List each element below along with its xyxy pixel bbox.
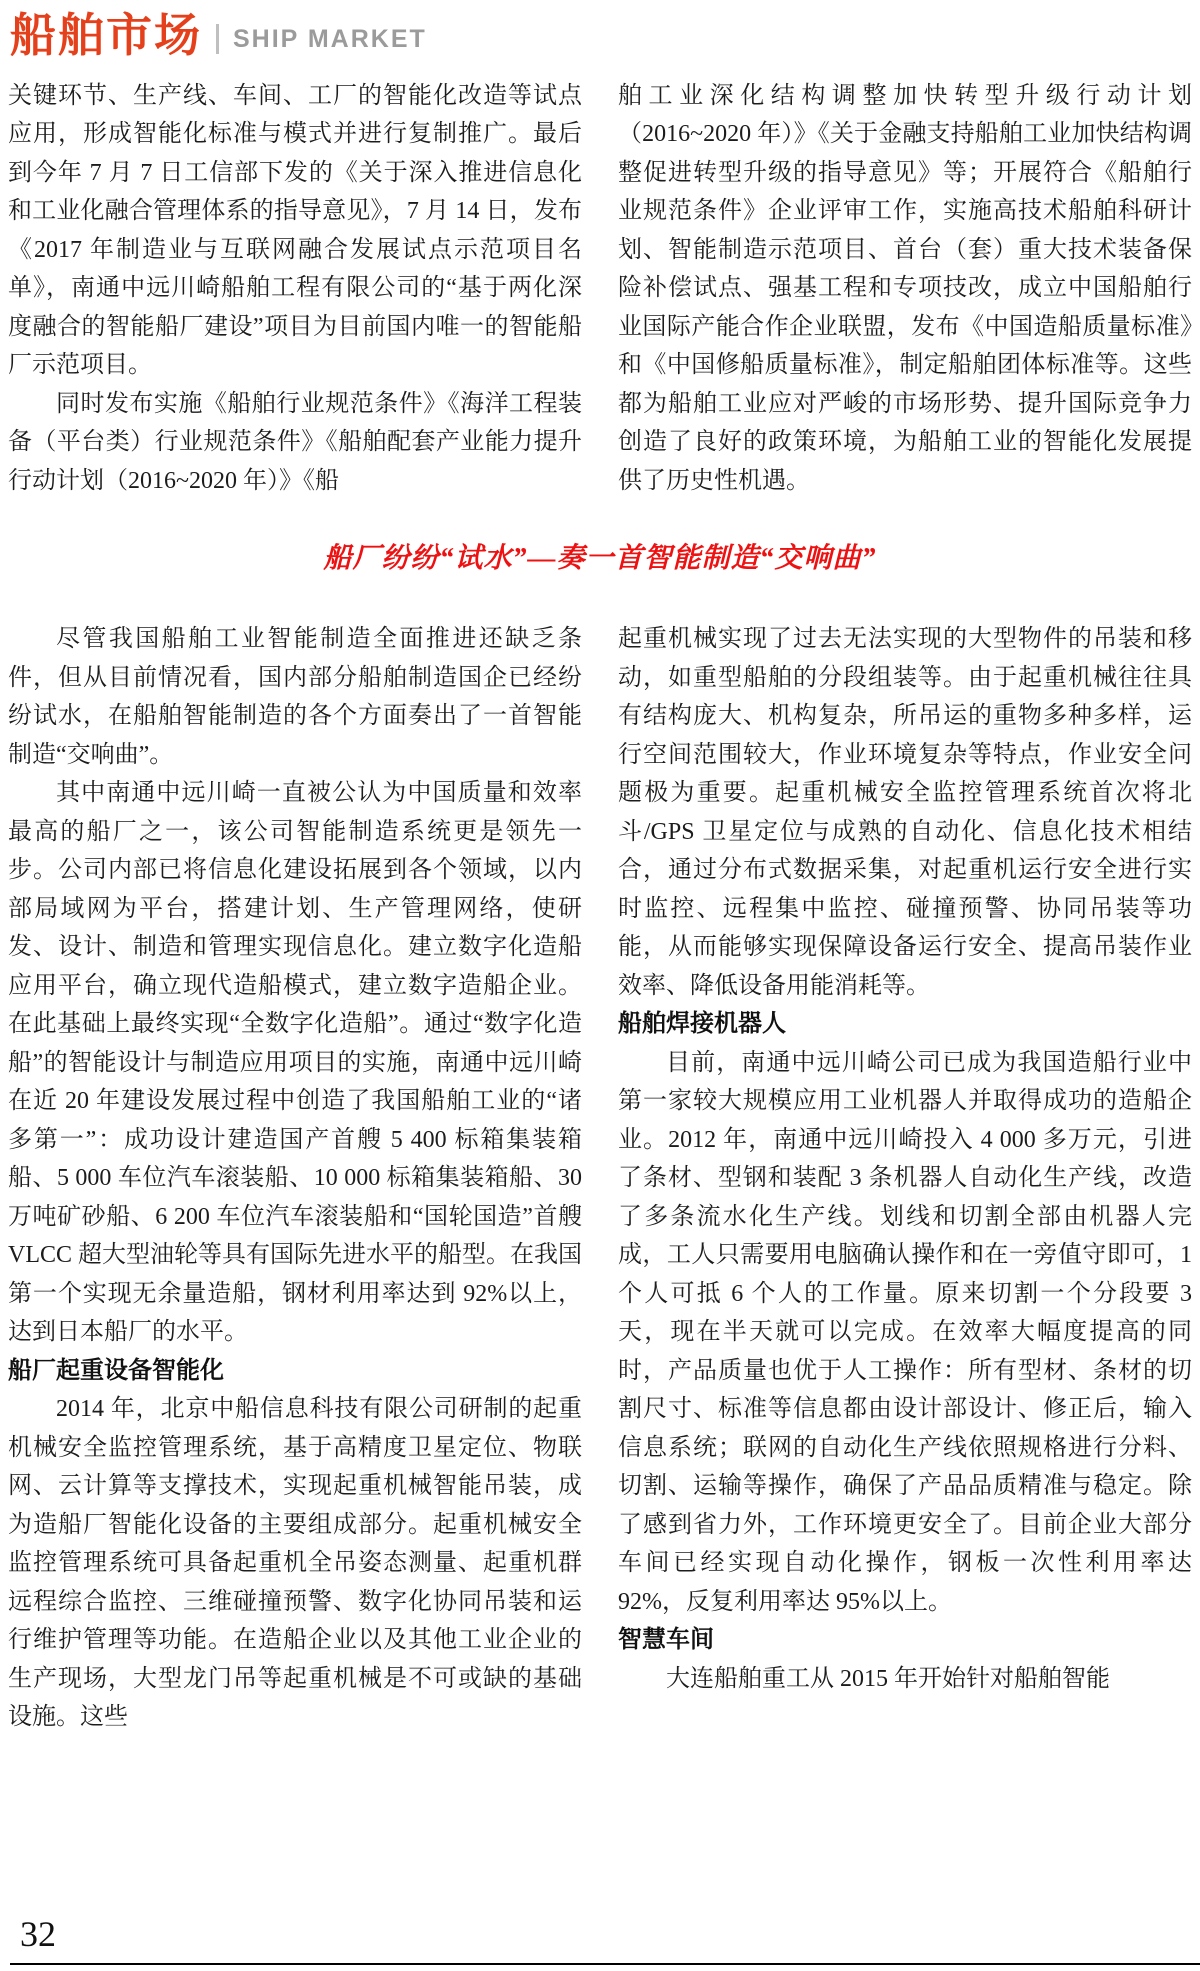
rubric-title-chinese: 船舶市场 xyxy=(10,9,202,61)
paragraph-section-right-3: 大连船舶重工从 2015 年开始针对船舶智能 xyxy=(666,1665,1110,1692)
paragraph-section-right-2: 目前，南通中远川崎公司已成为我国造船行业中第一家较大规模应用工业机器人并取得成功的造船企业。2012 年，南通中远川崎投入 4 000 多万元，引进了条材、型钢和装配 3 条机器人自动化生产线，改造了多条流水化生产线。划线和切割全部由机器人完成，工人只需要用电脑确认操作和在一旁值守即可，1 个人可抵 6 个人的工作量。原来切割一个分段要 3 天，现在半天就可以完成。在效率大幅度提高的同时，产品质量也优于人工操作：所有型材、条材的切割尺寸、标准等信息都由设计部设计、修正后，输入信息系统；联网的自动化生产线依照规格进行分料、切割、运输等操作，确保了产品品质精准与稳定。除了感到省力外，工作环境更安全了。目前企业大部分车间已经实现自动化操作，钢板一次性利用率达 92%，反复利用率达 95%以上。 xyxy=(618,1049,1192,1615)
paragraph-section-left-3: 2014 年，北京中船信息科技有限公司研制的起重机械安全监控管理系统，基于高精度卫星定位、物联网、云计算等支撑技术，实现起重机械智能吊装，成为造船厂智能化设备的主要组成部分。起重机械安全监控管理系统可具备起重机全吊姿态测量、起重机群远程综合监控、三维碰撞预警、数字化协同吊装和运行维护管理等功能。在造船企业以及其他工业企业的生产现场，大型龙门吊等起重机械是不可或缺的基础设施。这些 xyxy=(8,1396,582,1731)
intro-columns xyxy=(8,77,1192,501)
article-section-heading: 船厂纷纷“试水”—奏一首智能制造“交响曲” xyxy=(323,543,877,575)
section-left-column xyxy=(8,620,582,1737)
header-divider xyxy=(216,24,219,54)
paragraph-section-right-1: 起重机械实现了过去无法实现的大型物件的吊装和移动，如重型船舶的分段组装等。由于起重机械往往具有结构庞大、机构复杂，所吊运的重物多种多样，运行空间范围较大，作业环境复杂等特点，作业安全问题极为重要。起重机械安全监控管理系统首次将北斗/GPS 卫星定位与成熟的自动化、信息化技术相结合，通过分布式数据采集，对起重机运行安全进行实时监控、远程集中监控、碰撞预警、协同吊装等功能，从而能够实现保障设备运行安全、提高吊装作业效率、降低设备用能消耗等。 xyxy=(618,626,1192,999)
paragraph-section-left-1: 尽管我国船舶工业智能制造全面推进还缺乏条件，但从目前情况看，国内部分船舶制造国企已经纷纷试水，在船舶智能制造的各个方面奏出了一首智能制造“交响曲”。 xyxy=(8,626,582,768)
intro-left-column xyxy=(8,77,582,501)
page-header xyxy=(10,10,1192,61)
subheading-welding-robot: 船舶焊接机器人 xyxy=(618,1010,786,1038)
subheading-crane-equipment: 船厂起重设备智能化 xyxy=(8,1356,224,1384)
rubric-title-english: SHIP MARKET xyxy=(233,24,427,53)
intro-right-column xyxy=(618,77,1192,501)
paragraph-intro-left-1: 关键环节、生产线、车间、工厂的智能化改造等试点应用，形成智能化标准与模式并进行复制推广。最后到今年 7 月 7 日工信部下发的《关于深入推进信息化和工业化融合管理体系的指导意见》，7 月 14 日，发布《2017 年制造业与互联网融合发展试点示范项目名单》，南通中远川崎船舶工程有限公司的“基于两化深度融合的智能船厂建设”项目为目前国内唯一的智能船厂示范项目。 xyxy=(8,82,582,379)
paragraph-intro-right-1: 舶工业深化结构调整加快转型升级行动计划（2016~2020 年）》《关于金融支持船舶工业加快结构调整促进转型升级的指导意见》等；开展符合《船舶行业规范条件》企业评审工作，实施高技术船舶科研计划、智能制造示范项目、首台（套）重大技术装备保险补偿试点、强基工程和专项技改，成立中国船舶行业国际产能合作企业联盟，发布《中国造船质量标准》和《中国修船质量标准》，制定船舶团体标准等。这些都为船舶工业应对严峻的市场形势、提升国际竞争力创造了良好的政策环境，为船舶工业的智能化发展提供了历史性机遇。 xyxy=(618,82,1192,494)
page-number: 32 xyxy=(20,1914,56,1954)
subheading-smart-workshop: 智慧车间 xyxy=(618,1626,714,1654)
paragraph-section-left-2: 其中南通中远川崎一直被公认为中国质量和效率最高的船厂之一，该公司智能制造系统更是领先一步。公司内部已将信息化建设拓展到各个领域，以内部局域网为平台，搭建计划、生产管理网络，使研发、设计、制造和管理实现信息化。建立数字化造船应用平台，确立现代造船模式，建立数字造船企业。在此基础上最终实现“全数字化造船”。通过“数字化造船”的智能设计与制造应用项目的实施，南通中远川崎在近 20 年建设发展过程中创造了我国船舶工业的“诸多第一”：成功设计建造国产首艘 5 400 标箱集装箱船、5 000 车位汽车滚装船、10 000 标箱集装箱船、30 万吨矿砂船、6 200 车位汽车滚装船和“国轮国造”首艘 VLCC 超大型油轮等具有国际先进水平的船型。在我国第一个实现无余量造船，钢材利用率达到 92%以上，达到日本船厂的水平。 xyxy=(8,780,583,1346)
paragraph-intro-left-2: 同时发布实施《船舶行业规范条件》《海洋工程装备（平台类）行业规范条件》《船舶配套产业能力提升行动计划（2016~2020 年）》《船 xyxy=(8,390,582,494)
section-columns xyxy=(8,620,1192,1737)
bottom-rule xyxy=(10,1963,1200,1965)
section-right-column xyxy=(618,620,1192,1737)
